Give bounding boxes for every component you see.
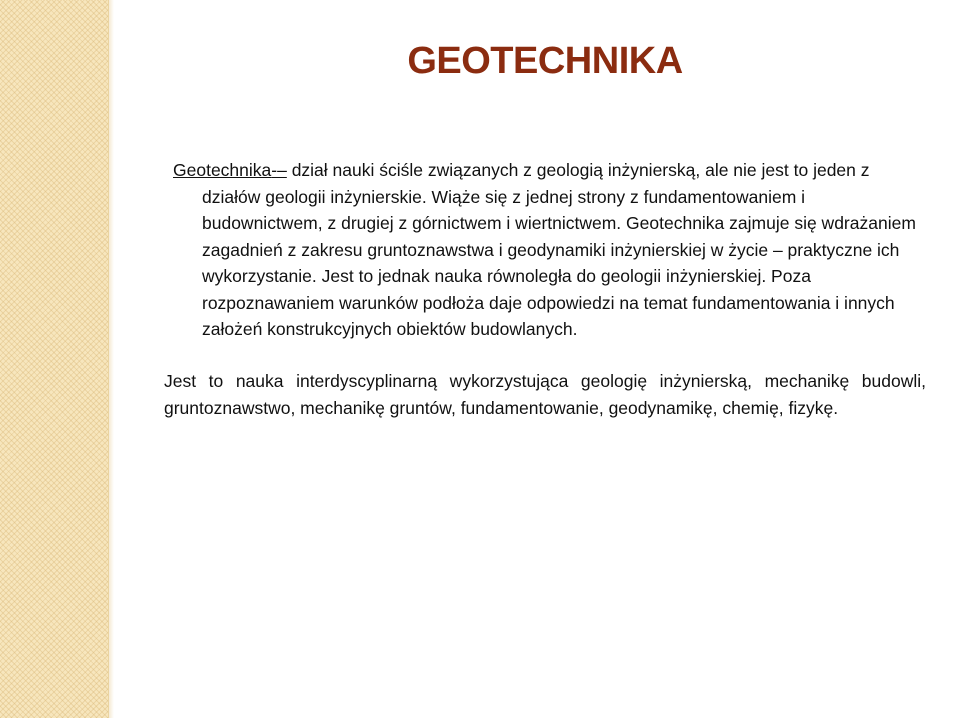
interdisciplinary-paragraph: Jest to nauka interdyscyplinarną wykorzystująca geologię inżynierską, mechanikę budowli, gruntoznawstwo, mechanikę gruntów, fundamentowanie, geodynamikę, chemię, fizykę. (164, 371, 926, 418)
side-stripe-shadow (108, 0, 114, 718)
slide-title: GEOTECHNIKA (407, 40, 683, 82)
definition-dash: -– (271, 160, 287, 180)
decorative-side-stripe (0, 0, 109, 718)
definition-paragraph (173, 157, 922, 343)
definition-text: dział nauki ściśle związanych z geologią inżynierską, ale nie jest to jeden z działów geologii inżynierskie. Wiąże się z jednej strony z fundamentowaniem i budownictwem, z drugiej z górnictwem i wiertnictwem. Geotechnika zajmuje się wdrażaniem zagadnień z zakresu gruntoznawstwa i geodynamiki inżynierskiej w życie – praktyczne ich wykorzystanie. Jest to jednak nauka równoległa do geologii inżynierskiej. Poza rozpoznawaniem warunków podłoża daje odpowiedzi na temat fundamentowania i innych założeń konstrukcyjnych obiektów budowlanych. (202, 160, 916, 339)
definition-term: Geotechnika (173, 160, 272, 180)
